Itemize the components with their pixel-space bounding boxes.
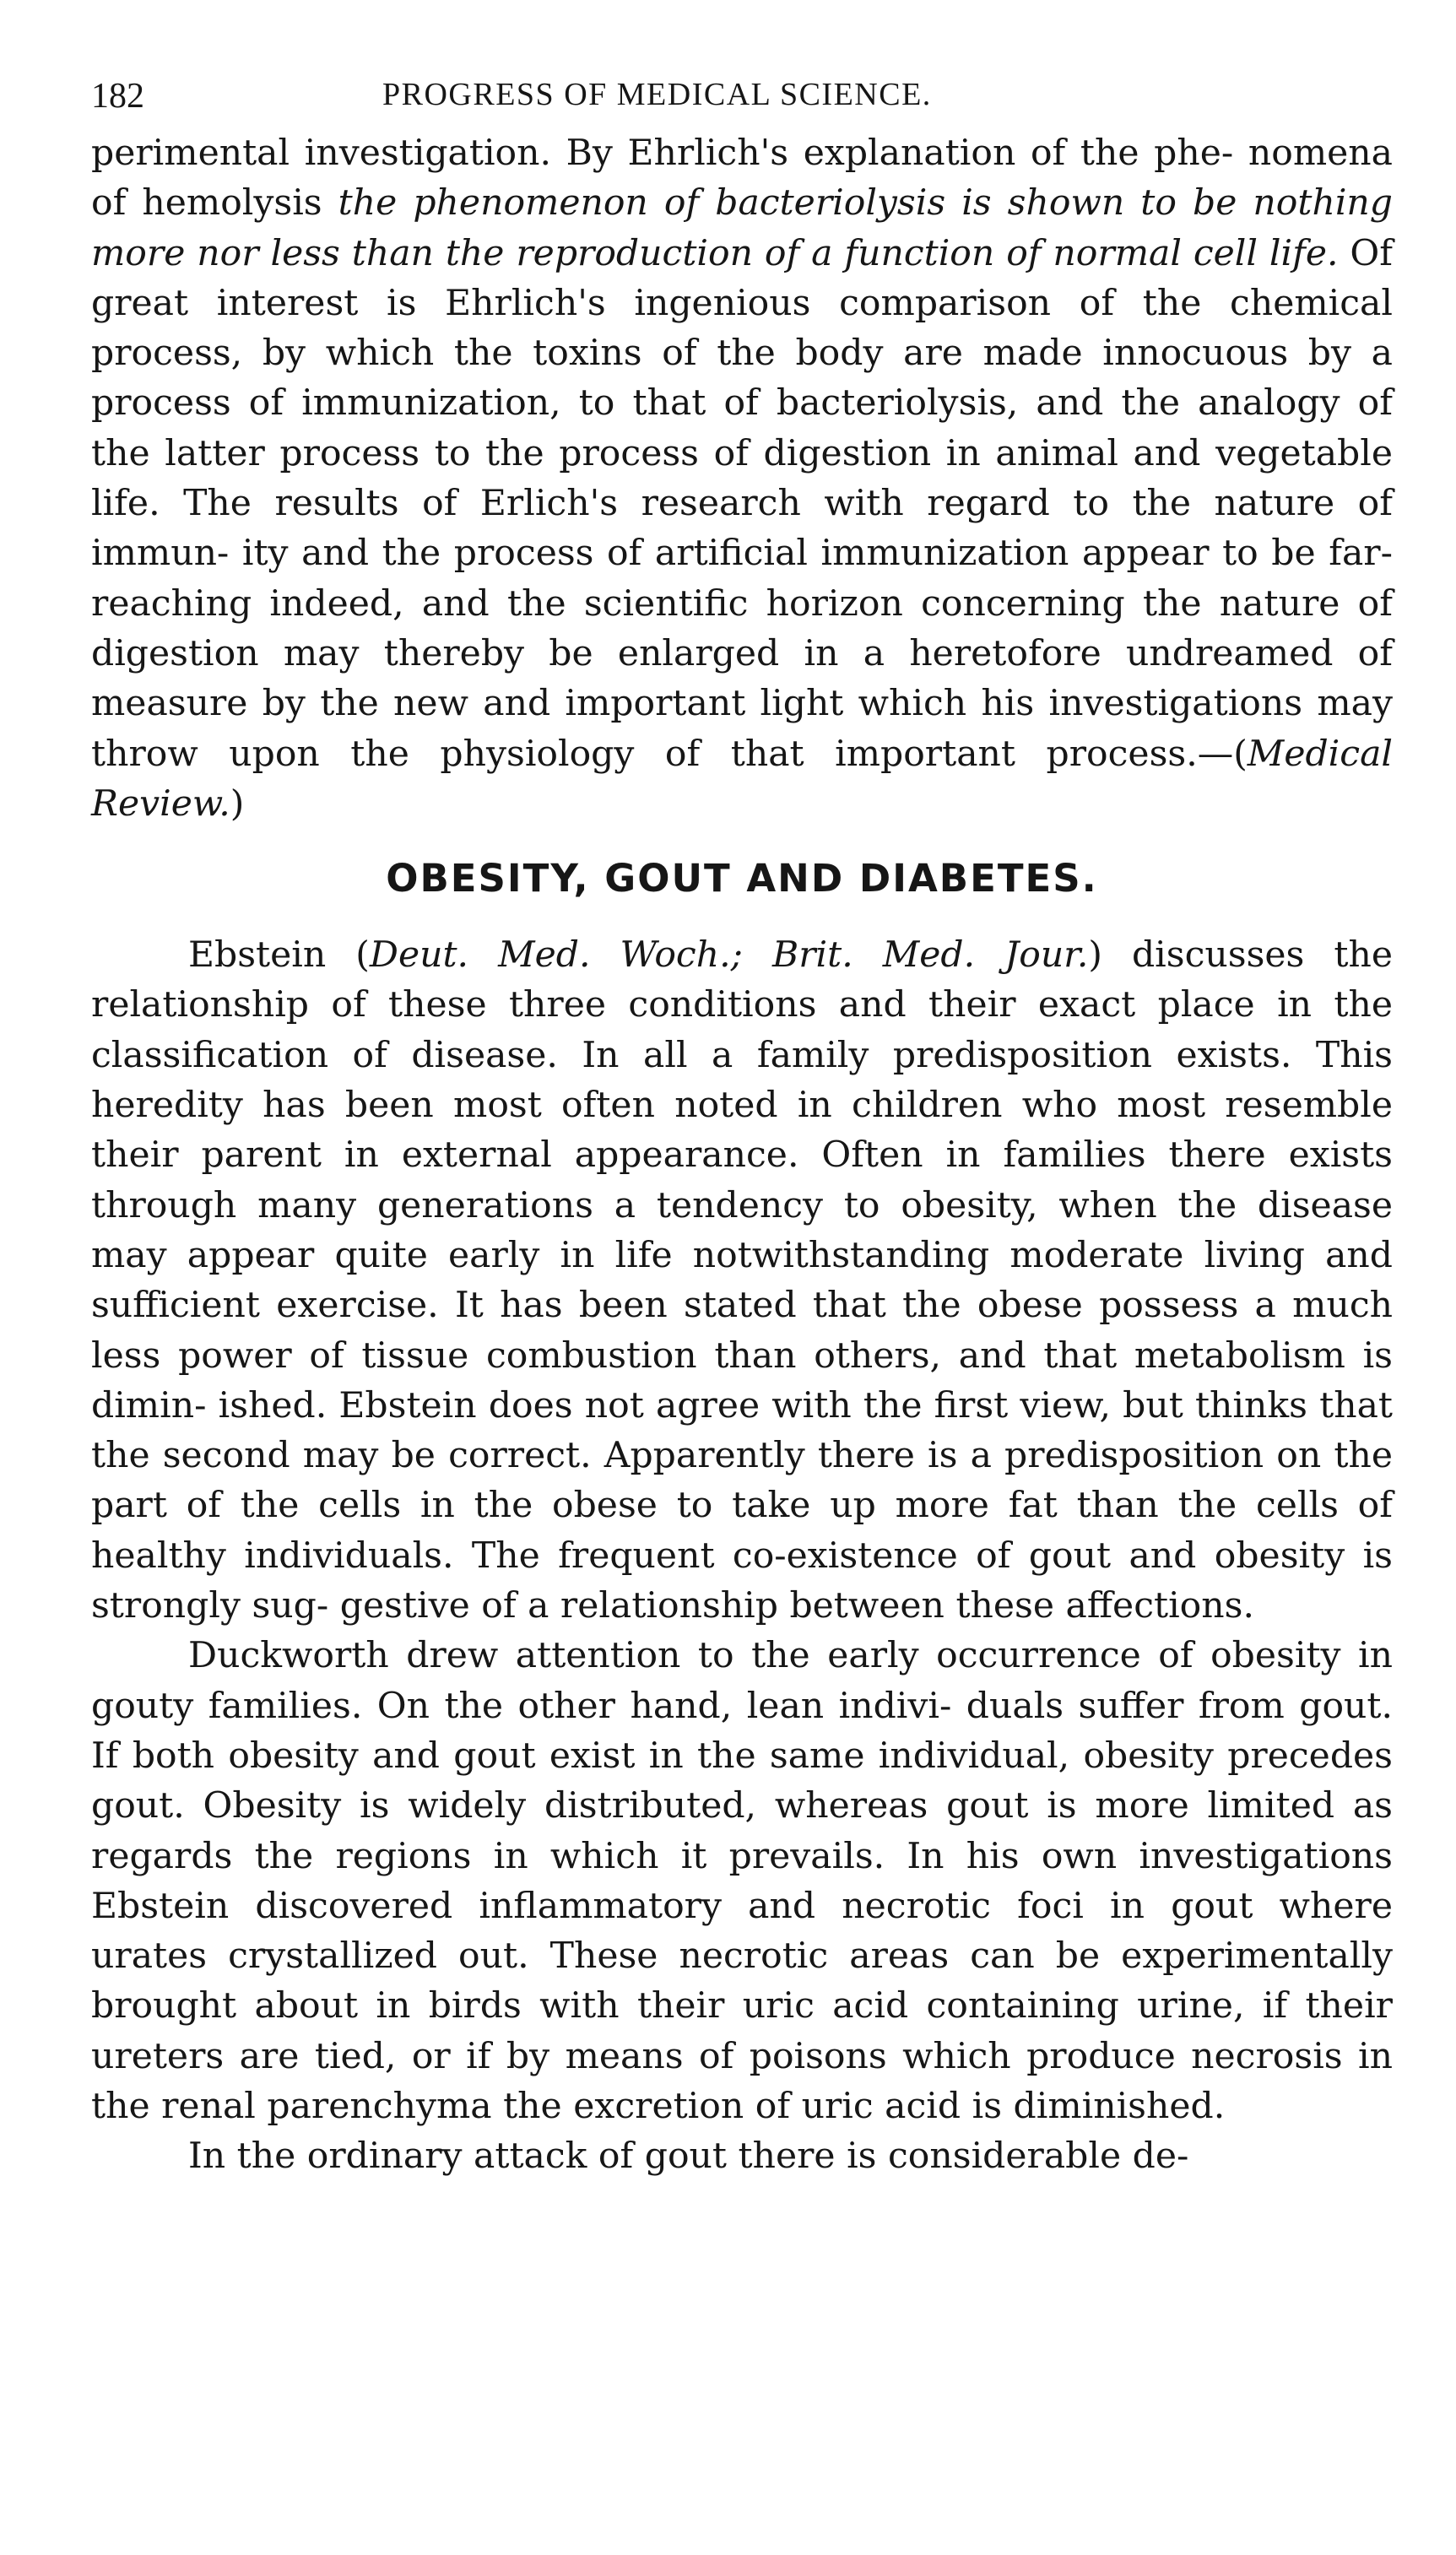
journal-citation: Deut. Med. Woch.; Brit. Med. Jour. xyxy=(369,934,1089,977)
paragraph-body: ) discusses the relationship of these three conditions and their exact place in the classification of disease. In all a family predisposition exists. This heredity has been most often noted in children who most resemble their parent in external appearance. Often in families there exists through many generations a tendency to obesity, when the disease may appear quite early in life notwithstanding moderate living and sufficient exercise. It has been stated that the obese possess a much less power of tissue combustion than others, and that metabolism is dimin- ished. Ebstein does not agree with the first view, but thinks that the second may be correct. Apparently there is a predisposition on the part of the cells in the obese to take up more fat than the cells of healthy individuals. The frequent co-existence of gout and obesity is strongly sug- gestive of a relationship between these affections. xyxy=(91,934,1393,1627)
document-page xyxy=(91,69,1393,2182)
running-header xyxy=(91,69,1393,128)
paragraph-lead: Ebstein ( xyxy=(188,934,370,977)
continuation-closing-paren: ) xyxy=(230,782,245,825)
source-citation: Medical Review. xyxy=(91,733,1393,825)
page-body xyxy=(91,128,1393,2182)
running-title: PROGRESS OF MEDICAL SCIENCE. xyxy=(382,77,932,112)
paragraph-ebstein xyxy=(91,930,1393,1631)
obesity-gout-diabetes-section xyxy=(91,930,1393,2181)
continuation-text-part-1: perimental investigation. By Ehrlich's explanation of the phe- nomena of hemolysis xyxy=(91,133,1393,225)
page-number: 182 xyxy=(91,77,144,116)
continuation-text-part-2: Of great interest is Ehrlich's ingenious comparison of the chemical process, by which the toxins of the body are made innocuous by a process of immunization, to that of bacteriolysis, and the analogy of the latter process to the process of digestion in animal and vegetable life. The results of Erlich's research with regard to the nature of immun- ity and the process of artificial immunization appear to be far- reaching indeed, and the scientific horizon concerning the nature of digestion may thereby be enlarged in a heretofore undreamed of measure by the new and important light which his investigations may throw upon the physiology of that important process.—( xyxy=(91,232,1393,775)
paragraph-duckworth: Duckworth drew attention to the early occurrence of obesity in gouty families. On the other hand, lean indivi- duals suffer from gout. If both obesity and gout exist in the same individual, obesity precedes gout. Obesity is widely distributed, whereas gout is more limited as regards the regions in which it prevails. In his own investigations Ebstein discovered inflammatory and necrotic foci in gout where urates crystallized out. These necrotic areas can be experimentally brought about in birds with their uric acid containing urine, if their ureters are tied, or if by means of poisons which produce necrosis in the renal parenchyma the excretion of uric acid is diminished. xyxy=(91,1635,1393,2127)
italic-conclusion: the phenomenon of bacteriolysis is shown to be nothing more nor less than the reproduction of a function of normal cell life. xyxy=(91,182,1393,274)
paragraph-ordinary-attack: In the ordinary attack of gout there is considerable de- xyxy=(188,2135,1189,2178)
section-heading: OBESITY, GOUT AND DIABETES. xyxy=(386,856,1098,901)
continuation-paragraph xyxy=(91,128,1393,829)
